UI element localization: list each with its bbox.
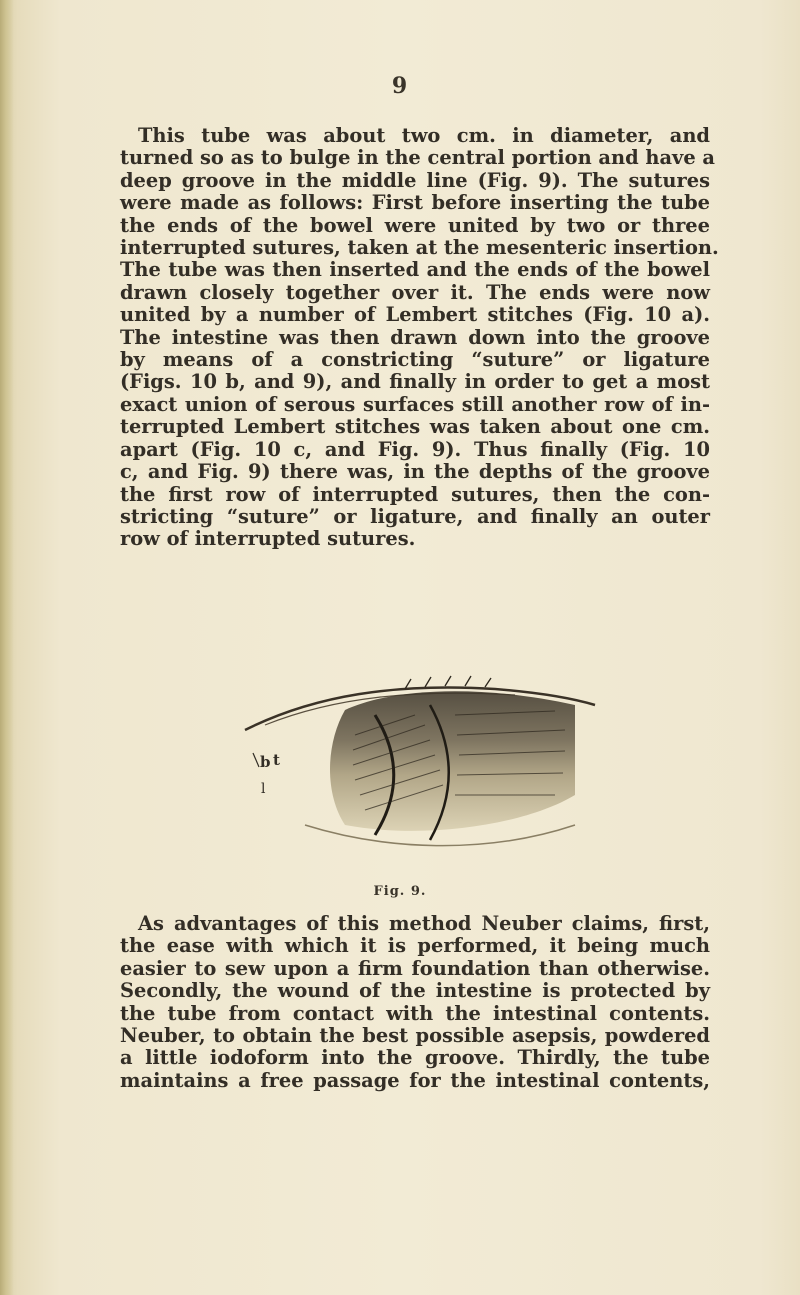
text-line: row of interrupted sutures.	[120, 527, 416, 551]
text-line: were made as follows: First before inserting the tube	[120, 191, 710, 215]
figure-label-b: b	[260, 753, 271, 771]
text-line: This tube was about two cm. in diameter, and	[138, 124, 710, 147]
text-line: united by a number of Lembert stitches (Fig. 10 a).	[120, 303, 710, 327]
text-line: The tube was then inserted and the ends of the bowel	[120, 258, 710, 282]
text-line: the ease with which it is performed, it being much	[120, 934, 710, 958]
paragraph-2	[120, 913, 710, 1092]
text-line: Neuber, to obtain the best possible asepsis, powdered	[120, 1024, 710, 1048]
intestine-tube-engraving	[225, 675, 605, 875]
text-line: (Figs. 10 b, and 9), and finally in order to get a most	[120, 370, 710, 394]
text-line: The intestine was then drawn down into the groove	[120, 325, 710, 349]
text-line: easier to sew upon a firm foundation than otherwise.	[120, 956, 710, 980]
figure-9-illustration	[225, 675, 605, 875]
text-line: As advantages of this method Neuber claims, first,	[138, 912, 710, 935]
text-line: deep groove in the middle line (Fig. 9). The sutures	[120, 168, 710, 192]
text-line: the first row of interrupted sutures, then the con-	[120, 482, 710, 506]
text-line: a little iodoform into the groove. Thirdly, the tube	[120, 1046, 710, 1070]
figure-label-l: l	[261, 781, 266, 797]
paragraph-1	[120, 124, 719, 551]
text-line: c, and Fig. 9) there was, in the depths of the groove	[120, 460, 710, 484]
text-line: exact union of serous surfaces still another row of in-	[120, 392, 710, 416]
text-line: terrupted Lembert stitches was taken about one cm.	[120, 415, 710, 439]
text-line: maintains a free passage for the intestinal contents,	[120, 1068, 710, 1092]
text-line: interrupted sutures, taken at the mesenteric insertion.	[120, 236, 719, 260]
page-number: 9	[391, 73, 409, 99]
label-pointer	[253, 753, 259, 767]
text-line: Secondly, the wound of the intestine is protected by	[120, 979, 710, 1003]
text-line: stricting “suture” or ligature, and finally an outer	[120, 504, 710, 528]
text-line: the ends of the bowel were united by two or three	[120, 213, 710, 237]
text-line: turned so as to bulge in the central portion and have a	[120, 146, 715, 170]
page-binding-edge	[0, 0, 14, 1295]
figure-label-t: t	[273, 751, 280, 769]
figure-caption: Fig. 9.	[373, 884, 427, 899]
text-line: apart (Fig. 10 c, and Fig. 9). Thus finally (Fig. 10	[120, 437, 710, 461]
text-line: by means of a constricting “suture” or ligature	[120, 348, 710, 372]
text-line: drawn closely together over it. The ends were now	[120, 280, 710, 304]
text-line: the tube from contact with the intestinal contents.	[120, 1001, 710, 1025]
